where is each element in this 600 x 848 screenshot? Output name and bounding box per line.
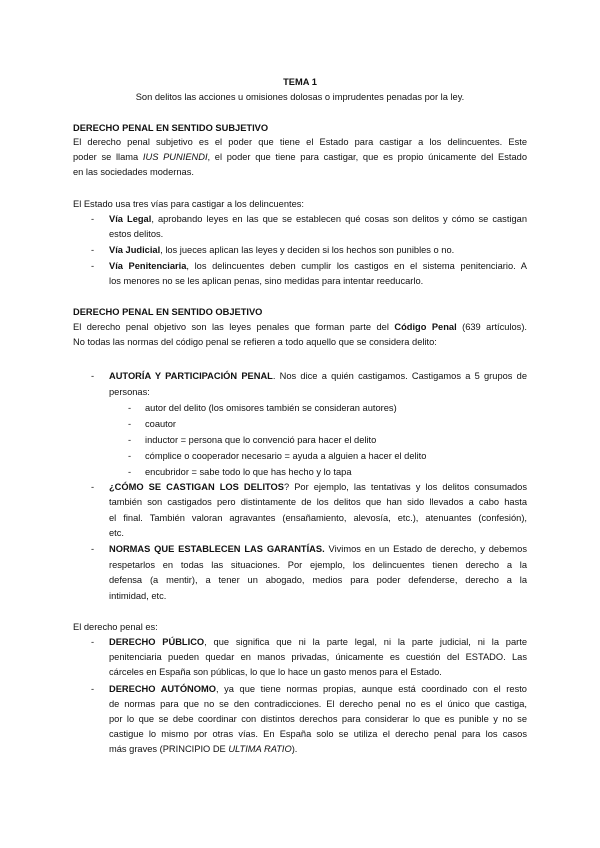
via-penitenciaria-term: Vía Penitenciaria xyxy=(109,261,187,271)
item-autoria-line2: personas: xyxy=(109,387,150,397)
subitem-encubridor: encubridor = sabe todo lo que has hecho y lo tapa xyxy=(145,467,352,477)
item-via-penitenciaria-line2: los menores no se les aplican penas, sino medidas para intentar reeducarlo. xyxy=(109,276,424,286)
item-garantias-line2: respetarlos en todas las situaciones. Por ejemplo, los delincuentes tienen derecho a la xyxy=(109,560,527,570)
subitem-autor: autor del delito (los omisores también se consideran autores) xyxy=(145,403,397,413)
sublist-dash: - xyxy=(128,435,132,445)
item-via-judicial xyxy=(109,244,454,256)
list-dash: - xyxy=(91,544,95,554)
text-run: , el poder que tiene para castigar, que es propio únicamente del Estado xyxy=(207,152,527,162)
text-run: . Nos dice a quién castigamos. Castigamos a 5 grupos de xyxy=(272,371,527,381)
item-castigan-line1 xyxy=(109,481,527,493)
item-autonomo-line5 xyxy=(109,743,297,755)
ius-puniendi-term: IUS PUNIENDI xyxy=(142,152,208,162)
sublist-dash: - xyxy=(128,467,132,477)
page-title: TEMA 1 xyxy=(283,77,317,87)
via-legal-term: Vía Legal xyxy=(109,214,152,224)
item-autonomo-line1 xyxy=(109,683,527,695)
autoria-term: AUTORÍA Y PARTICIPACIÓN PENAL xyxy=(109,371,273,381)
text-run: Vivimos en un Estado de derecho, y debemos xyxy=(324,544,527,554)
item-garantias-line3: defensa (a mentir), a tener un abogado, medios para poder defenderse, derecho a la xyxy=(109,575,527,585)
derecho-penal-es-intro: El derecho penal es: xyxy=(73,622,158,632)
objetivo-p1-line1 xyxy=(73,321,527,333)
item-publico-line2: penitenciaria pueden quedar en manos privadas, únicamente es cuestión del ESTADO. Las xyxy=(109,652,527,662)
text-run: , los jueces aplican las leyes y deciden si los hechos son punibles o no. xyxy=(160,245,455,255)
list-dash: - xyxy=(91,245,95,255)
text-run: más graves (PRINCIPIO DE xyxy=(109,744,229,754)
sublist-dash: - xyxy=(128,419,132,429)
text-run: , los delincuentes deben cumplir los castigos en el sistema penitenciario. A xyxy=(186,261,527,271)
subjetivo-p1-line2 xyxy=(73,151,527,163)
item-autoria-line1 xyxy=(109,370,527,382)
text-run: (639 artículos). xyxy=(456,322,527,332)
text-run: , que significa que ni la parte legal, ni la parte judicial, ni la parte xyxy=(204,637,527,647)
objetivo-p1-line2: No todas las normas del código penal se refieren a todo aquello que se considera delito: xyxy=(73,337,437,347)
item-via-penitenciaria-line1 xyxy=(109,260,527,272)
via-judicial-term: Vía Judicial xyxy=(109,245,161,255)
item-castigan-line4: etc. xyxy=(109,528,124,538)
item-publico-line3: cárceles en España son públicas, lo que lo hace un gasto menos para el Estado. xyxy=(109,667,442,677)
autonomo-term: DERECHO AUTÓNOMO xyxy=(109,684,216,694)
text-run: poder se llama xyxy=(73,152,143,162)
item-autonomo-line3: por lo que se debe coordinar con distintos derechos para considerar lo que es punible y no se xyxy=(109,714,527,724)
text-run: El derecho penal objetivo son las leyes penales que forman parte del xyxy=(73,322,395,332)
item-autonomo-line4: castigue lo mismo por otras vías. En España solo se utiliza el derecho penal para los casos xyxy=(109,729,527,739)
item-garantias-line1 xyxy=(109,543,527,555)
sublist-dash: - xyxy=(128,451,132,461)
ultima-ratio-term: ULTIMA RATIO xyxy=(228,744,292,754)
subjetivo-p1-line1: El derecho penal subjetivo es el poder que tiene el Estado para castigar a los delincuentes. Este xyxy=(73,137,527,147)
subitem-inductor: inductor = persona que lo convenció para hacer el delito xyxy=(145,435,377,445)
text-run: ? Por ejemplo, las tentativas y los delitos consumados xyxy=(284,482,527,492)
list-dash: - xyxy=(91,214,95,224)
item-autonomo-line2: de normas para que no se den contradicciones. El derecho penal no es el único que castiga, xyxy=(109,699,527,709)
heading-subjetivo: DERECHO PENAL EN SENTIDO SUBJETIVO xyxy=(73,123,269,133)
item-castigan-line3: el final. También valoran agravantes (ensañamiento, alevosía, etc.), atenuantes (confesión), xyxy=(109,513,527,523)
subjetivo-p2: El Estado usa tres vías para castigar a los delincuentes: xyxy=(73,199,304,209)
item-castigan-line2: también son castigados pero distintamente de los delitos que han sido llevados a cabo hasta xyxy=(109,497,527,507)
list-dash: - xyxy=(91,261,95,271)
heading-objetivo: DERECHO PENAL EN SENTIDO OBJETIVO xyxy=(73,307,263,317)
publico-term: DERECHO PÚBLICO xyxy=(109,637,205,647)
item-publico-line1 xyxy=(109,636,527,648)
subitem-coautor: coautor xyxy=(145,419,177,429)
text-run: , aprobando leyes en las que se establecen qué cosas son delitos y cómo se castigan xyxy=(151,214,527,224)
list-dash: - xyxy=(91,371,95,381)
list-dash: - xyxy=(91,684,95,694)
subitem-complice: cómplice o cooperador necesario = ayuda a alguien a hacer el delito xyxy=(145,451,427,461)
list-dash: - xyxy=(91,482,95,492)
codigo-penal-term: Código Penal xyxy=(394,322,457,332)
list-dash: - xyxy=(91,637,95,647)
item-via-legal-line2: estos delitos. xyxy=(109,229,164,239)
item-garantias-line4: intimidad, etc. xyxy=(109,591,167,601)
text-run: ). xyxy=(291,744,298,754)
subjetivo-p1-line3: en las sociedades modernas. xyxy=(73,167,194,177)
castigan-term: ¿CÓMO SE CASTIGAN LOS DELITOS xyxy=(109,482,284,492)
item-via-legal-line1 xyxy=(109,213,527,225)
garantias-term: NORMAS QUE ESTABLECEN LAS GARANTÍAS. xyxy=(109,544,325,554)
page-subtitle: Son delitos las acciones u omisiones dolosas o imprudentes penadas por la ley. xyxy=(135,92,465,102)
text-run: , ya que tiene normas propias, aunque está coordinado con el resto xyxy=(215,684,527,694)
sublist-dash: - xyxy=(128,403,132,413)
